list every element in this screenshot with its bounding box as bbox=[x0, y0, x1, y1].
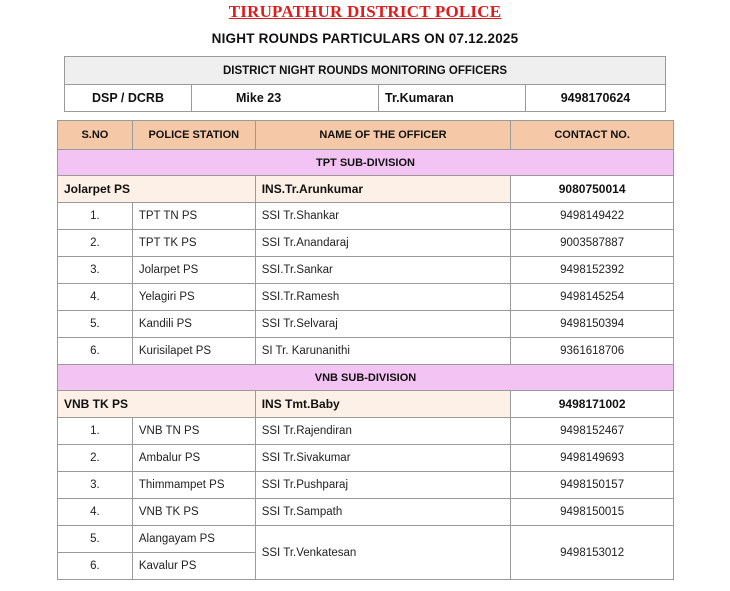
row-contact: 9498150157 bbox=[511, 472, 674, 499]
column-header-officer: NAME OF THE OFFICER bbox=[255, 121, 511, 150]
document-subtitle: NIGHT ROUNDS PARTICULARS ON 07.12.2025 bbox=[211, 31, 519, 46]
row-officer: SSI.Tr.Sankar bbox=[255, 257, 511, 284]
table-row bbox=[58, 472, 674, 499]
row-sno: 6. bbox=[58, 553, 133, 580]
row-station: Alangayam PS bbox=[132, 526, 255, 553]
row-contact: 9498149422 bbox=[511, 203, 674, 230]
row-station: VNB TK PS bbox=[132, 499, 255, 526]
subdivision-heading: VNB SUB-DIVISION bbox=[58, 365, 674, 391]
row-officer: SSI Tr.Pushparaj bbox=[255, 472, 511, 499]
subdivision-row-tpt bbox=[58, 150, 674, 176]
row-sno: 1. bbox=[58, 418, 133, 445]
inspector-officer: INS.Tr.Arunkumar bbox=[255, 176, 511, 203]
row-sno: 4. bbox=[58, 284, 133, 311]
row-officer: SSI.Tr.Ramesh bbox=[255, 284, 511, 311]
inspector-officer: INS Tmt.Baby bbox=[255, 391, 511, 418]
monitoring-contact: 9498170624 bbox=[526, 85, 666, 112]
inspector-contact: 9080750014 bbox=[511, 176, 674, 203]
row-station: Kurisilapet PS bbox=[132, 338, 255, 365]
subdivision-heading: TPT SUB-DIVISION bbox=[58, 150, 674, 176]
column-header-contact: CONTACT NO. bbox=[511, 121, 674, 150]
row-officer: SSI Tr.Sampath bbox=[255, 499, 511, 526]
table-row bbox=[58, 338, 674, 365]
inspector-row-vnb bbox=[58, 391, 674, 418]
row-station: Kandili PS bbox=[132, 311, 255, 338]
table-row bbox=[58, 203, 674, 230]
column-header-sno: S.NO bbox=[58, 121, 133, 150]
column-header-station: POLICE STATION bbox=[132, 121, 255, 150]
row-officer: SI Tr. Karunanithi bbox=[255, 338, 511, 365]
row-sno: 3. bbox=[58, 472, 133, 499]
document-title: TIRUPATHUR DISTRICT POLICE bbox=[228, 2, 502, 21]
row-officer: SSI Tr.Rajendiran bbox=[255, 418, 511, 445]
monitoring-officers-table bbox=[64, 56, 666, 112]
row-officer: SSI Tr.Selvaraj bbox=[255, 311, 511, 338]
monitoring-officer-name: Tr.Kumaran bbox=[379, 85, 526, 112]
table-row bbox=[58, 445, 674, 472]
row-contact: 9361618706 bbox=[511, 338, 674, 365]
monitoring-heading: DISTRICT NIGHT ROUNDS MONITORING OFFICERS bbox=[65, 57, 666, 85]
row-station: Kavalur PS bbox=[132, 553, 255, 580]
row-contact: 9498150394 bbox=[511, 311, 674, 338]
table-row bbox=[58, 418, 674, 445]
table-row bbox=[58, 284, 674, 311]
table-row bbox=[58, 499, 674, 526]
row-contact-merged: 9498153012 bbox=[511, 526, 674, 580]
table-row bbox=[58, 526, 674, 553]
row-sno: 2. bbox=[58, 445, 133, 472]
row-officer: SSI Tr.Shankar bbox=[255, 203, 511, 230]
row-officer: SSI Tr.Anandaraj bbox=[255, 230, 511, 257]
row-sno: 4. bbox=[58, 499, 133, 526]
row-contact: 9498152392 bbox=[511, 257, 674, 284]
inspector-station: VNB TK PS bbox=[58, 391, 256, 418]
row-sno: 5. bbox=[58, 526, 133, 553]
subdivision-row-vnb bbox=[58, 365, 674, 391]
monitoring-designation: DSP / DCRB bbox=[65, 85, 192, 112]
inspector-station: Jolarpet PS bbox=[58, 176, 256, 203]
table-row bbox=[58, 230, 674, 257]
table-row bbox=[58, 311, 674, 338]
row-sno: 2. bbox=[58, 230, 133, 257]
row-station: Jolarpet PS bbox=[132, 257, 255, 284]
row-officer-merged: SSI Tr.Venkatesan bbox=[255, 526, 511, 580]
row-station: Yelagiri PS bbox=[132, 284, 255, 311]
table-header-row bbox=[58, 121, 674, 150]
row-station: TPT TN PS bbox=[132, 203, 255, 230]
row-sno: 1. bbox=[58, 203, 133, 230]
row-station: Thimmampet PS bbox=[132, 472, 255, 499]
monitoring-callsign: Mike 23 bbox=[192, 85, 379, 112]
table-row bbox=[58, 257, 674, 284]
row-contact: 9003587887 bbox=[511, 230, 674, 257]
row-sno: 3. bbox=[58, 257, 133, 284]
inspector-row-tpt bbox=[58, 176, 674, 203]
row-station: VNB TN PS bbox=[132, 418, 255, 445]
row-contact: 9498145254 bbox=[511, 284, 674, 311]
inspector-contact: 9498171002 bbox=[511, 391, 674, 418]
row-sno: 6. bbox=[58, 338, 133, 365]
row-station: Ambalur PS bbox=[132, 445, 255, 472]
row-station: TPT TK PS bbox=[132, 230, 255, 257]
row-contact: 9498150015 bbox=[511, 499, 674, 526]
row-contact: 9498152467 bbox=[511, 418, 674, 445]
row-contact: 9498149693 bbox=[511, 445, 674, 472]
night-rounds-table bbox=[57, 120, 674, 580]
row-sno: 5. bbox=[58, 311, 133, 338]
row-officer: SSI Tr.Sivakumar bbox=[255, 445, 511, 472]
